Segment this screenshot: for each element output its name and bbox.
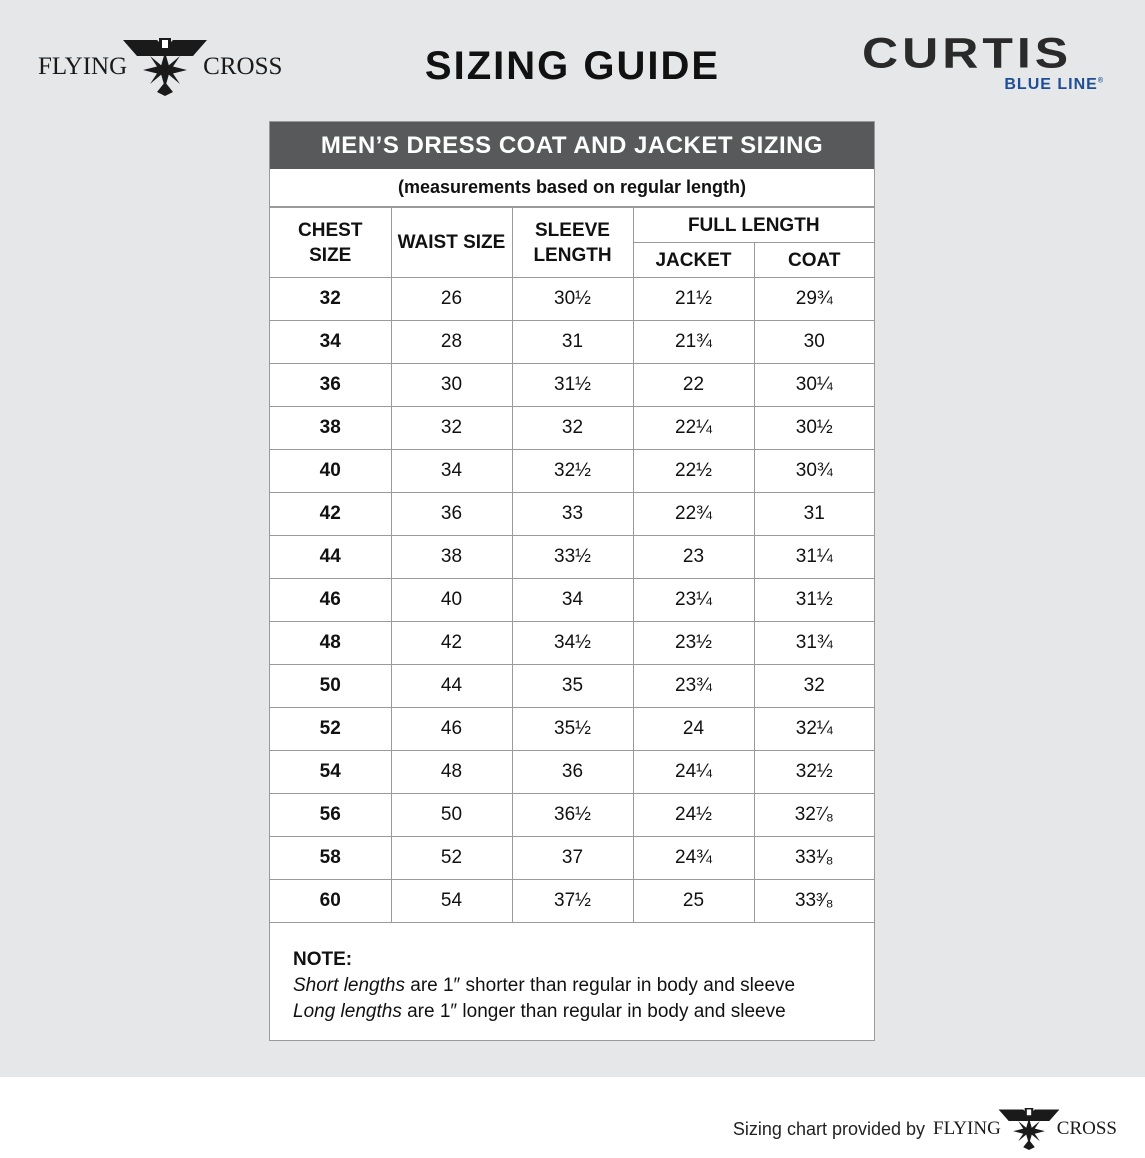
table-row bbox=[270, 880, 874, 923]
waist-size-cell: 40 bbox=[391, 579, 512, 622]
jacket-length-cell: 22¼ bbox=[633, 407, 754, 450]
header-chest-label: CHEST SIZE bbox=[298, 219, 363, 266]
blue-line-wordmark bbox=[862, 76, 1110, 94]
waist-size-cell: 38 bbox=[391, 536, 512, 579]
note-heading: NOTE: bbox=[293, 949, 353, 970]
table-row bbox=[270, 622, 874, 665]
coat-length-cell: 30 bbox=[754, 321, 874, 364]
coat-length-cell: 32¼ bbox=[754, 708, 874, 751]
sizing-table-card bbox=[269, 121, 875, 1041]
coat-length-cell: 30¾ bbox=[754, 450, 874, 493]
table-row bbox=[270, 364, 874, 407]
waist-size-cell: 42 bbox=[391, 622, 512, 665]
sleeve-length-cell: 37½ bbox=[512, 880, 633, 923]
waist-size-cell: 46 bbox=[391, 708, 512, 751]
chest-size-cell: 50 bbox=[270, 665, 391, 708]
sleeve-length-cell: 34 bbox=[512, 579, 633, 622]
coat-length-cell: 32 bbox=[754, 665, 874, 708]
note-long-em: Long lengths bbox=[293, 1001, 402, 1022]
waist-size-cell: 50 bbox=[391, 794, 512, 837]
coat-length-cell: 31¾ bbox=[754, 622, 874, 665]
table-row bbox=[270, 493, 874, 536]
coat-length-cell: 33³⁄₈ bbox=[754, 880, 874, 923]
note-line-short bbox=[293, 973, 874, 999]
header-coat: COAT bbox=[754, 243, 874, 278]
coat-length-cell: 29¾ bbox=[754, 278, 874, 321]
sleeve-length-cell: 37 bbox=[512, 837, 633, 880]
table-row bbox=[270, 708, 874, 751]
footer-credit bbox=[733, 1104, 1117, 1154]
jacket-length-cell: 25 bbox=[633, 880, 754, 923]
jacket-length-cell: 24 bbox=[633, 708, 754, 751]
header-sleeve-label: SLEEVE LENGTH bbox=[533, 219, 612, 266]
jacket-length-cell: 23¾ bbox=[633, 665, 754, 708]
sleeve-length-cell: 36 bbox=[512, 751, 633, 794]
chest-size-cell: 38 bbox=[270, 407, 391, 450]
jacket-length-cell: 24¼ bbox=[633, 751, 754, 794]
jacket-length-cell: 23½ bbox=[633, 622, 754, 665]
table-row bbox=[270, 450, 874, 493]
waist-size-cell: 54 bbox=[391, 880, 512, 923]
jacket-length-cell: 23 bbox=[633, 536, 754, 579]
sleeve-length-cell: 32½ bbox=[512, 450, 633, 493]
header-sleeve-length bbox=[512, 208, 633, 278]
table-subtitle: (measurements based on regular length) bbox=[270, 169, 874, 207]
blue-line-text: BLUE LINE bbox=[1004, 76, 1098, 93]
chest-size-cell: 32 bbox=[270, 278, 391, 321]
sleeve-length-cell: 33 bbox=[512, 493, 633, 536]
sleeve-length-cell: 33½ bbox=[512, 536, 633, 579]
coat-length-cell: 33¹⁄₈ bbox=[754, 837, 874, 880]
chest-size-cell: 54 bbox=[270, 751, 391, 794]
waist-size-cell: 28 bbox=[391, 321, 512, 364]
header-chest-size bbox=[270, 208, 391, 278]
note-short-rest: are 1″ shorter than regular in body and sleeve bbox=[404, 975, 796, 996]
note-block bbox=[270, 923, 874, 1025]
chest-size-cell: 60 bbox=[270, 880, 391, 923]
note-line-long bbox=[293, 999, 874, 1025]
table-row bbox=[270, 579, 874, 622]
table-row bbox=[270, 407, 874, 450]
sleeve-length-cell: 34½ bbox=[512, 622, 633, 665]
curtis-blue-line-logo-icon bbox=[862, 28, 1110, 94]
sleeve-length-cell: 31 bbox=[512, 321, 633, 364]
chest-size-cell: 36 bbox=[270, 364, 391, 407]
sleeve-length-cell: 36½ bbox=[512, 794, 633, 837]
jacket-length-cell: 22½ bbox=[633, 450, 754, 493]
header-jacket: JACKET bbox=[633, 243, 754, 278]
table-row bbox=[270, 536, 874, 579]
chest-size-cell: 48 bbox=[270, 622, 391, 665]
coat-length-cell: 31¼ bbox=[754, 536, 874, 579]
credit-text: Sizing chart provided by bbox=[732, 1118, 926, 1139]
sleeve-length-cell: 32 bbox=[512, 407, 633, 450]
waist-size-cell: 44 bbox=[391, 665, 512, 708]
waist-size-cell: 34 bbox=[391, 450, 512, 493]
table-row bbox=[270, 321, 874, 364]
chest-size-cell: 42 bbox=[270, 493, 391, 536]
sleeve-length-cell: 35 bbox=[512, 665, 633, 708]
chest-size-cell: 58 bbox=[270, 837, 391, 880]
sleeve-length-cell: 30½ bbox=[512, 278, 633, 321]
table-title: MEN’S DRESS COAT AND JACKET SIZING bbox=[270, 122, 874, 169]
note-short-em: Short lengths bbox=[293, 975, 405, 996]
table-row bbox=[270, 751, 874, 794]
table-row bbox=[270, 278, 874, 321]
note-long-rest: are 1″ longer than regular in body and sleeve bbox=[401, 1001, 786, 1022]
waist-size-cell: 32 bbox=[391, 407, 512, 450]
logo-word-right: CROSS bbox=[203, 53, 283, 80]
chest-size-cell: 44 bbox=[270, 536, 391, 579]
jacket-length-cell: 21¾ bbox=[633, 321, 754, 364]
coat-length-cell: 30½ bbox=[754, 407, 874, 450]
flying-cross-emblem-icon bbox=[998, 1108, 1060, 1150]
waist-size-cell: 36 bbox=[391, 493, 512, 536]
header-full-length: FULL LENGTH bbox=[633, 208, 874, 243]
table-row bbox=[270, 665, 874, 708]
footer-logo-word-left: FLYING bbox=[933, 1118, 1001, 1139]
chest-size-cell: 46 bbox=[270, 579, 391, 622]
sizing-table bbox=[270, 207, 874, 923]
logo-word-left: FLYING bbox=[38, 53, 128, 80]
chest-size-cell: 40 bbox=[270, 450, 391, 493]
jacket-length-cell: 21½ bbox=[633, 278, 754, 321]
header-waist-size: WAIST SIZE bbox=[391, 208, 512, 278]
jacket-length-cell: 24¾ bbox=[633, 837, 754, 880]
waist-size-cell: 26 bbox=[391, 278, 512, 321]
jacket-length-cell: 23¼ bbox=[633, 579, 754, 622]
waist-size-cell: 48 bbox=[391, 751, 512, 794]
waist-size-cell: 52 bbox=[391, 837, 512, 880]
sleeve-length-cell: 31½ bbox=[512, 364, 633, 407]
jacket-length-cell: 22 bbox=[633, 364, 754, 407]
coat-length-cell: 31 bbox=[754, 493, 874, 536]
chest-size-cell: 56 bbox=[270, 794, 391, 837]
coat-length-cell: 31½ bbox=[754, 579, 874, 622]
chest-size-cell: 34 bbox=[270, 321, 391, 364]
coat-length-cell: 30¼ bbox=[754, 364, 874, 407]
sleeve-length-cell: 35½ bbox=[512, 708, 633, 751]
page-title: SIZING GUIDE bbox=[424, 44, 721, 88]
table-row bbox=[270, 837, 874, 880]
coat-length-cell: 32½ bbox=[754, 751, 874, 794]
waist-size-cell: 30 bbox=[391, 364, 512, 407]
table-row bbox=[270, 794, 874, 837]
curtis-wordmark: CURTIS bbox=[862, 28, 1073, 77]
coat-length-cell: 32⁷⁄₈ bbox=[754, 794, 874, 837]
jacket-length-cell: 24½ bbox=[633, 794, 754, 837]
footer-flying-cross-logo bbox=[933, 1108, 1117, 1150]
registered-mark: ® bbox=[1097, 77, 1104, 85]
chest-size-cell: 52 bbox=[270, 708, 391, 751]
jacket-length-cell: 22¾ bbox=[633, 493, 754, 536]
footer-logo-word-right: CROSS bbox=[1056, 1118, 1117, 1139]
